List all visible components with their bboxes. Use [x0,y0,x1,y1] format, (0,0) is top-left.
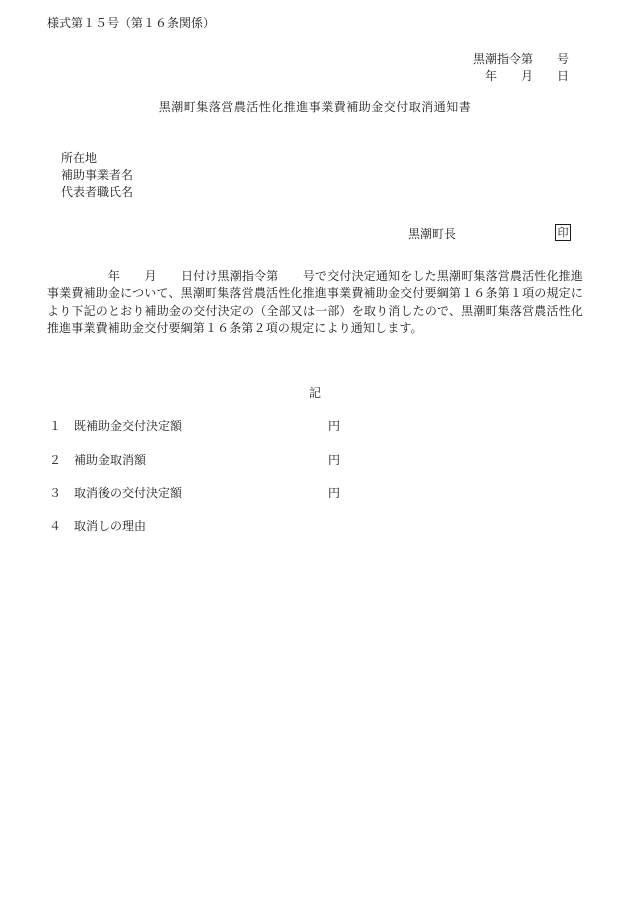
item-label: 補助金取消額 [74,453,147,467]
list-item [49,485,182,502]
item-unit: 円 [328,419,341,433]
issuer-name: 黒潮町長 [408,227,457,241]
item-label: 取消しの理由 [74,519,147,533]
list-item [49,418,182,435]
recipient-representative-label: 代表者職氏名 [61,185,134,199]
item-number: ２ [49,453,62,467]
document-date: 年 月 日 [484,69,569,83]
list-item [49,518,146,535]
body-paragraph: 年 月 日付け黒潮指令第 号で交付決定通知をした黒潮町集落営農活性化推進事業費補助金について、黒潮町集落営農活性化推進事業費補助金交付要綱第１６条第１項の規定により下記のとおり補助金の交付決定の（全部又は一部）を取り消したので、黒潮町集落営農活性化推進事業費補助金交付要綱第１６条第２項の規定により通知します。 [47,269,583,335]
recipient-business-label: 補助事業者名 [61,168,134,182]
item-label: 取消後の交付決定額 [74,486,183,500]
item-number: ３ [49,486,62,500]
item-number: １ [49,419,62,433]
form-number: 様式第１５号（第１６条関係） [47,16,216,30]
ki-heading: 記 [308,386,321,400]
item-unit: 円 [328,453,341,467]
seal-mark: 印 [555,224,571,241]
item-unit: 円 [328,486,341,500]
item-number: ４ [49,519,62,533]
item-label: 既補助金交付決定額 [74,419,183,433]
document-title: 黒潮町集落営農活性化推進事業費補助金交付取消通知書 [158,100,472,114]
list-item [49,452,146,469]
document-number: 黒潮指令第 号 [472,52,569,66]
recipient-block [61,150,133,201]
recipient-address-label: 所在地 [61,151,98,165]
document-reference [473,51,569,85]
